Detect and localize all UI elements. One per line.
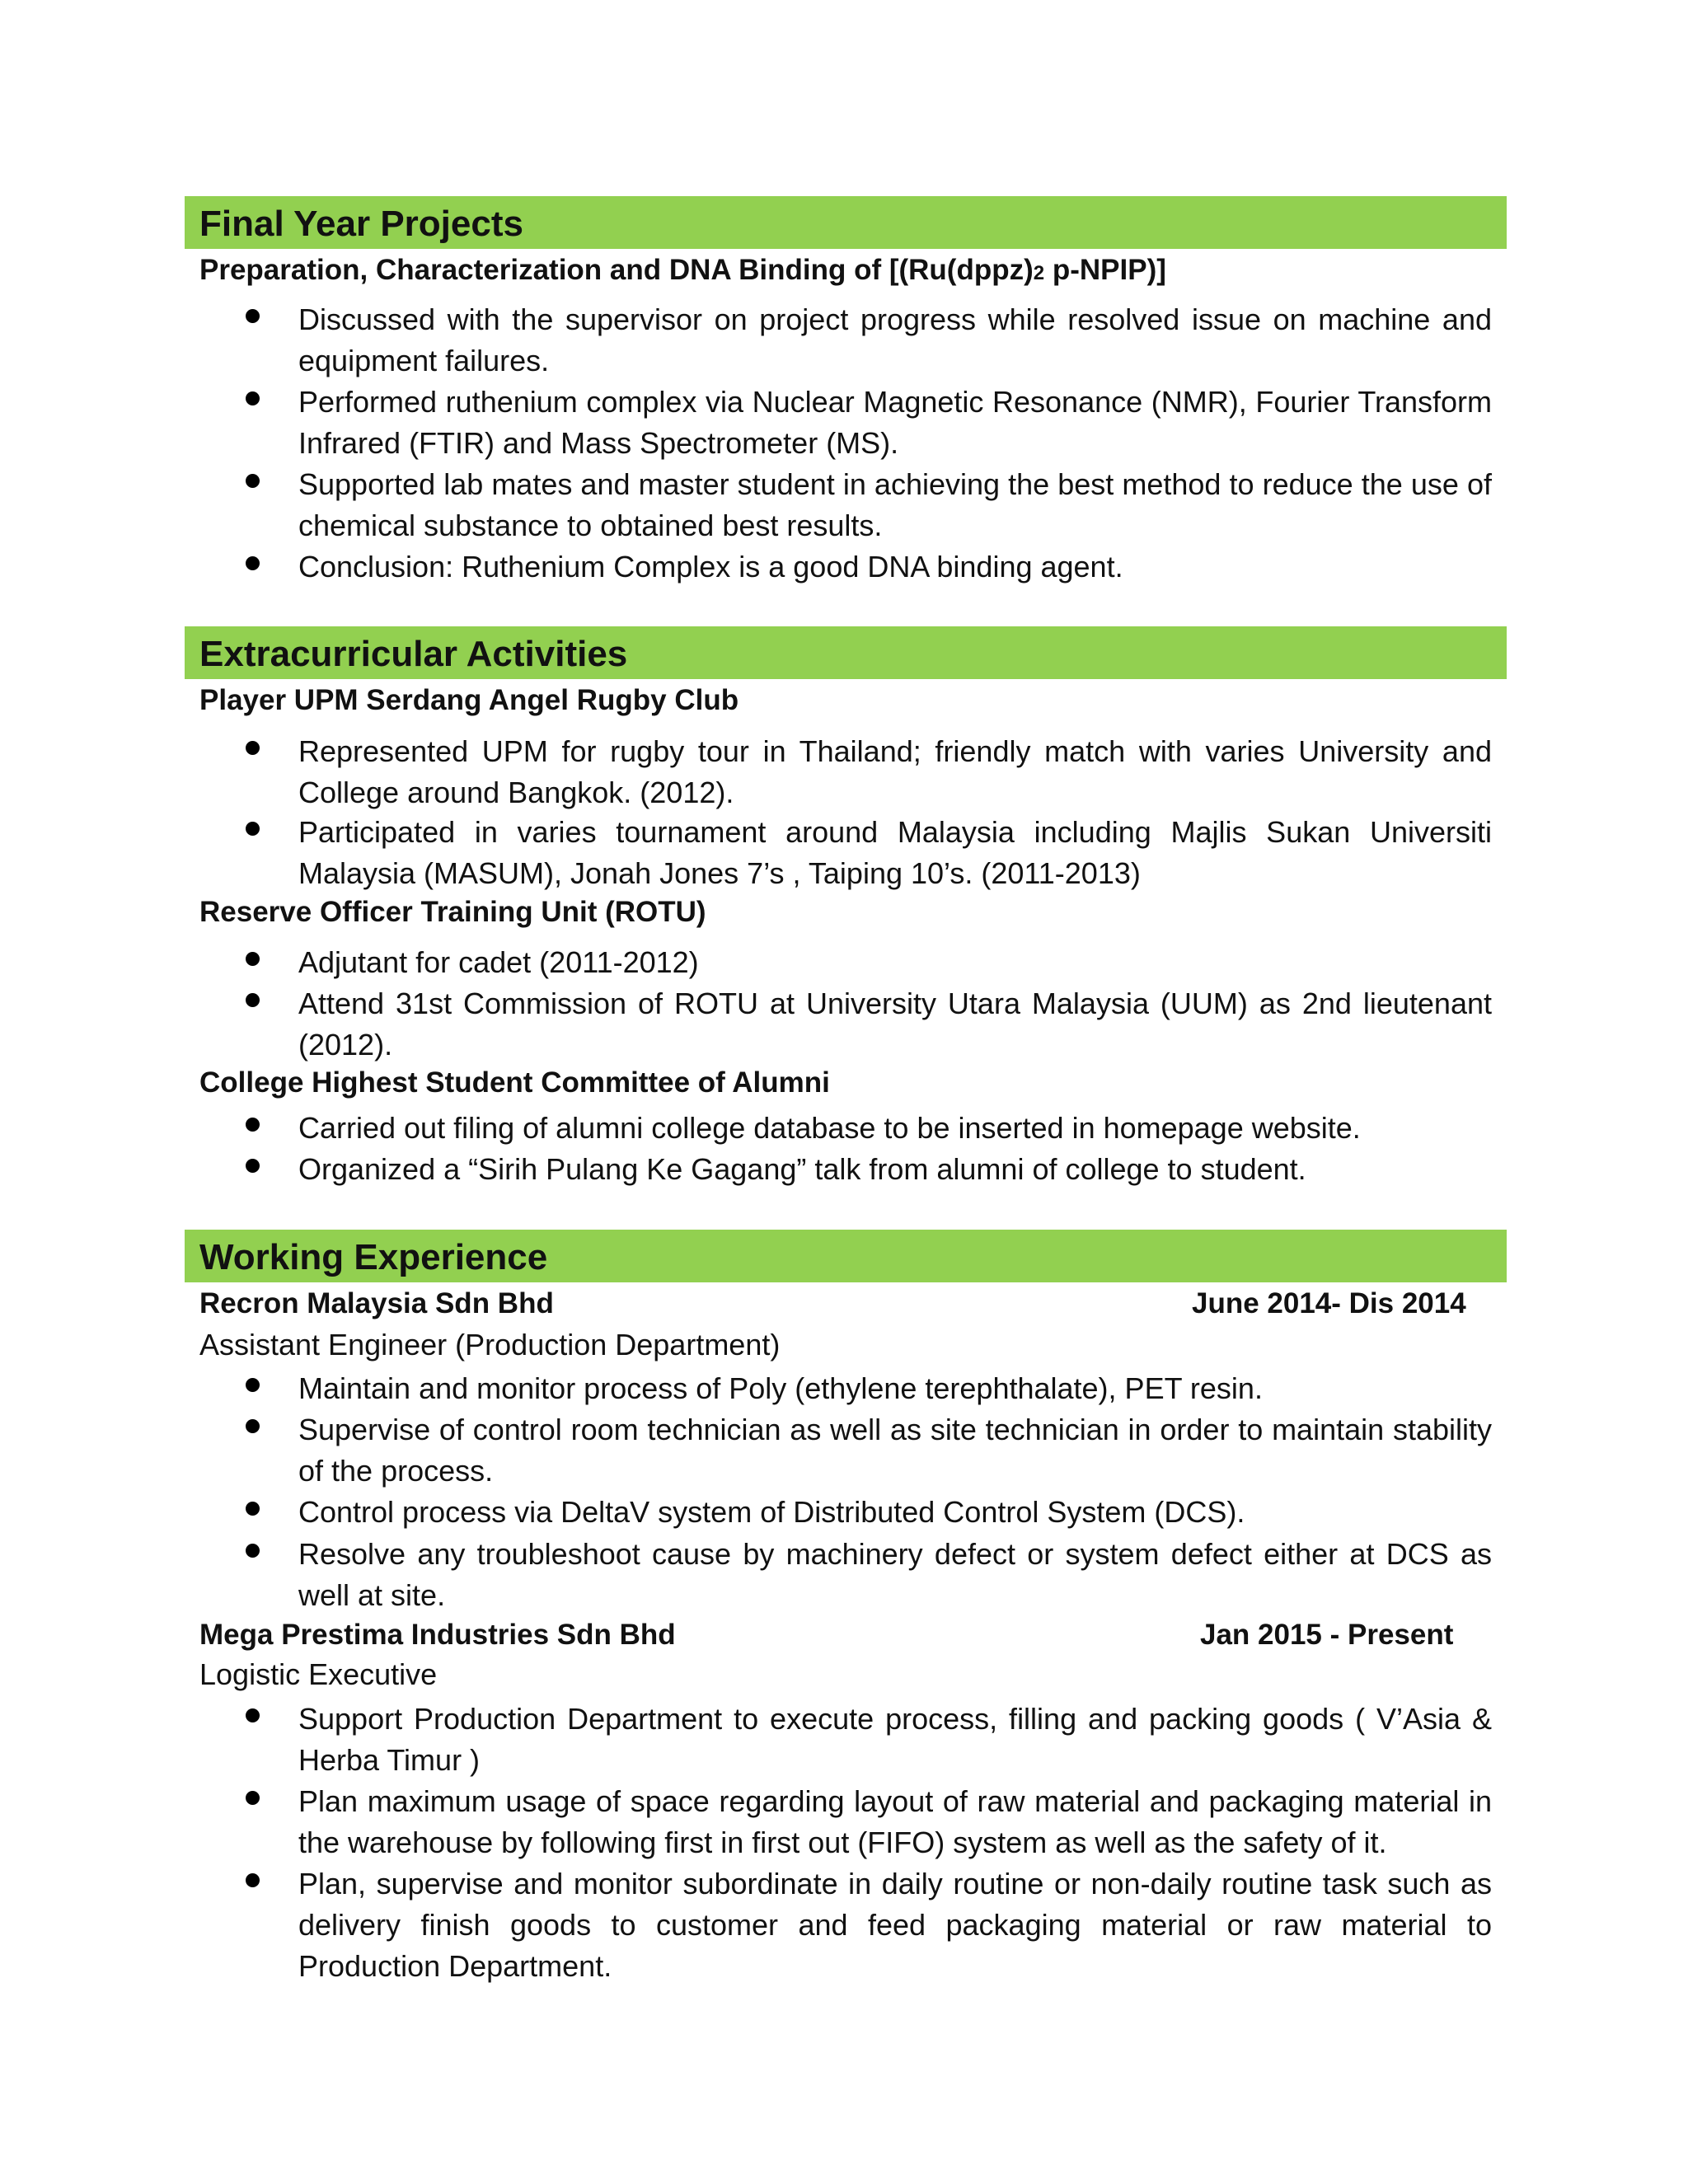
company-name: Recron Malaysia Sdn Bhd <box>199 1287 554 1319</box>
list-item-text: Plan maximum usage of space regarding layout of raw material and packaging material in the warehouse by following first in first out (FIFO) system as well as the safety of it. <box>298 1784 1492 1859</box>
list-item-text: Discussed with the supervisor on project progress while resolved issue on machine and equipment failures. <box>298 302 1492 377</box>
activity-title: College Highest Student Committee of Alumni <box>199 1066 830 1099</box>
project-title-suffix: p-NPIP)] <box>1044 254 1166 286</box>
job-dates: June 2014- Dis 2014 <box>1192 1287 1466 1319</box>
list-item-text: Performed ruthenium complex via Nuclear Magnetic Resonance (NMR), Fourier Transform Infrared (FTIR) and Mass Spectrometer (MS). <box>298 385 1492 460</box>
list-item-text: Attend 31st Commission of ROTU at University Utara Malaysia (UUM) as 2nd lieutenant (2012). <box>298 987 1492 1062</box>
list-item-text: Control process via DeltaV system of Distributed Control System (DCS). <box>298 1495 1245 1529</box>
bullet-icon <box>246 1419 260 1433</box>
project-title-subscript: 2 <box>1033 262 1045 284</box>
bullet-icon <box>246 1708 260 1722</box>
bullet-icon <box>246 822 260 836</box>
bullet-icon <box>246 309 260 323</box>
bullet-icon <box>246 474 260 488</box>
list-item-text: Maintain and monitor process of Poly (ethylene terephthalate), PET resin. <box>298 1371 1263 1405</box>
list-item-text: Conclusion: Ruthenium Complex is a good DNA binding agent. <box>298 550 1123 583</box>
bullet-icon <box>246 993 260 1007</box>
list-item-text: Participated in varies tournament around Malaysia including Majlis Sukan Universiti Malaysia (MASUM), Jonah Jones 7’s , Taiping 10’s. (2011-2013) <box>298 815 1492 890</box>
bullet-icon <box>246 1378 260 1392</box>
section-title-working: Working Experience <box>199 1237 548 1277</box>
list-item-text: Represented UPM for rugby tour in Thailand; friendly match with varies University and College around Bangkok. (2012). <box>298 734 1492 809</box>
bullet-icon <box>246 556 260 570</box>
section-title-extracurricular: Extracurricular Activities <box>199 634 628 674</box>
bullet-icon <box>246 1791 260 1805</box>
job-role: Assistant Engineer (Production Department) <box>199 1328 781 1361</box>
list-item-text: Supported lab mates and master student in achieving the best method to reduce the use of chemical substance to obtained best results. <box>298 467 1492 542</box>
activity-title: Player UPM Serdang Angel Rugby Club <box>199 684 739 716</box>
activity-title: Reserve Officer Training Unit (ROTU) <box>199 896 706 928</box>
section-title-final-year: Final Year Projects <box>199 204 523 244</box>
list-item-text: Support Production Department to execute process, filling and packing goods ( V’Asia & Herba Timur ) <box>298 1702 1492 1777</box>
list-item-text: Carried out filing of alumni college database to be inserted in homepage website. <box>298 1111 1361 1145</box>
project-title-prefix: Preparation, Characterization and DNA Binding of [(Ru(dppz) <box>199 254 1034 286</box>
company-name: Mega Prestima Industries Sdn Bhd <box>199 1619 676 1651</box>
list-item-text: Supervise of control room technician as well as site technician in order to maintain stability of the process. <box>298 1413 1492 1488</box>
bullet-icon <box>246 1544 260 1558</box>
list-item-text: Resolve any troubleshoot cause by machinery defect or system defect either at DCS as well at site. <box>298 1537 1492 1612</box>
bullet-icon <box>246 952 260 966</box>
list-item-text: Plan, supervise and monitor subordinate in daily routine or non-daily routine task such as delivery finish goods to customer and feed packaging material or raw material to Production Department. <box>298 1867 1492 1983</box>
list-item-text: Organized a “Sirih Pulang Ke Gagang” talk from alumni of college to student. <box>298 1152 1306 1186</box>
job-role: Logistic Executive <box>199 1657 438 1691</box>
job-dates: Jan 2015 - Present <box>1200 1619 1454 1651</box>
bullet-icon <box>246 1502 260 1516</box>
project-title <box>199 252 1166 292</box>
bullet-icon <box>246 741 260 755</box>
bullet-icon <box>246 1159 260 1173</box>
bullet-icon <box>246 391 260 405</box>
bullet-icon <box>246 1873 260 1887</box>
list-item-text: Adjutant for cadet (2011-2012) <box>298 945 699 979</box>
bullet-icon <box>246 1118 260 1132</box>
